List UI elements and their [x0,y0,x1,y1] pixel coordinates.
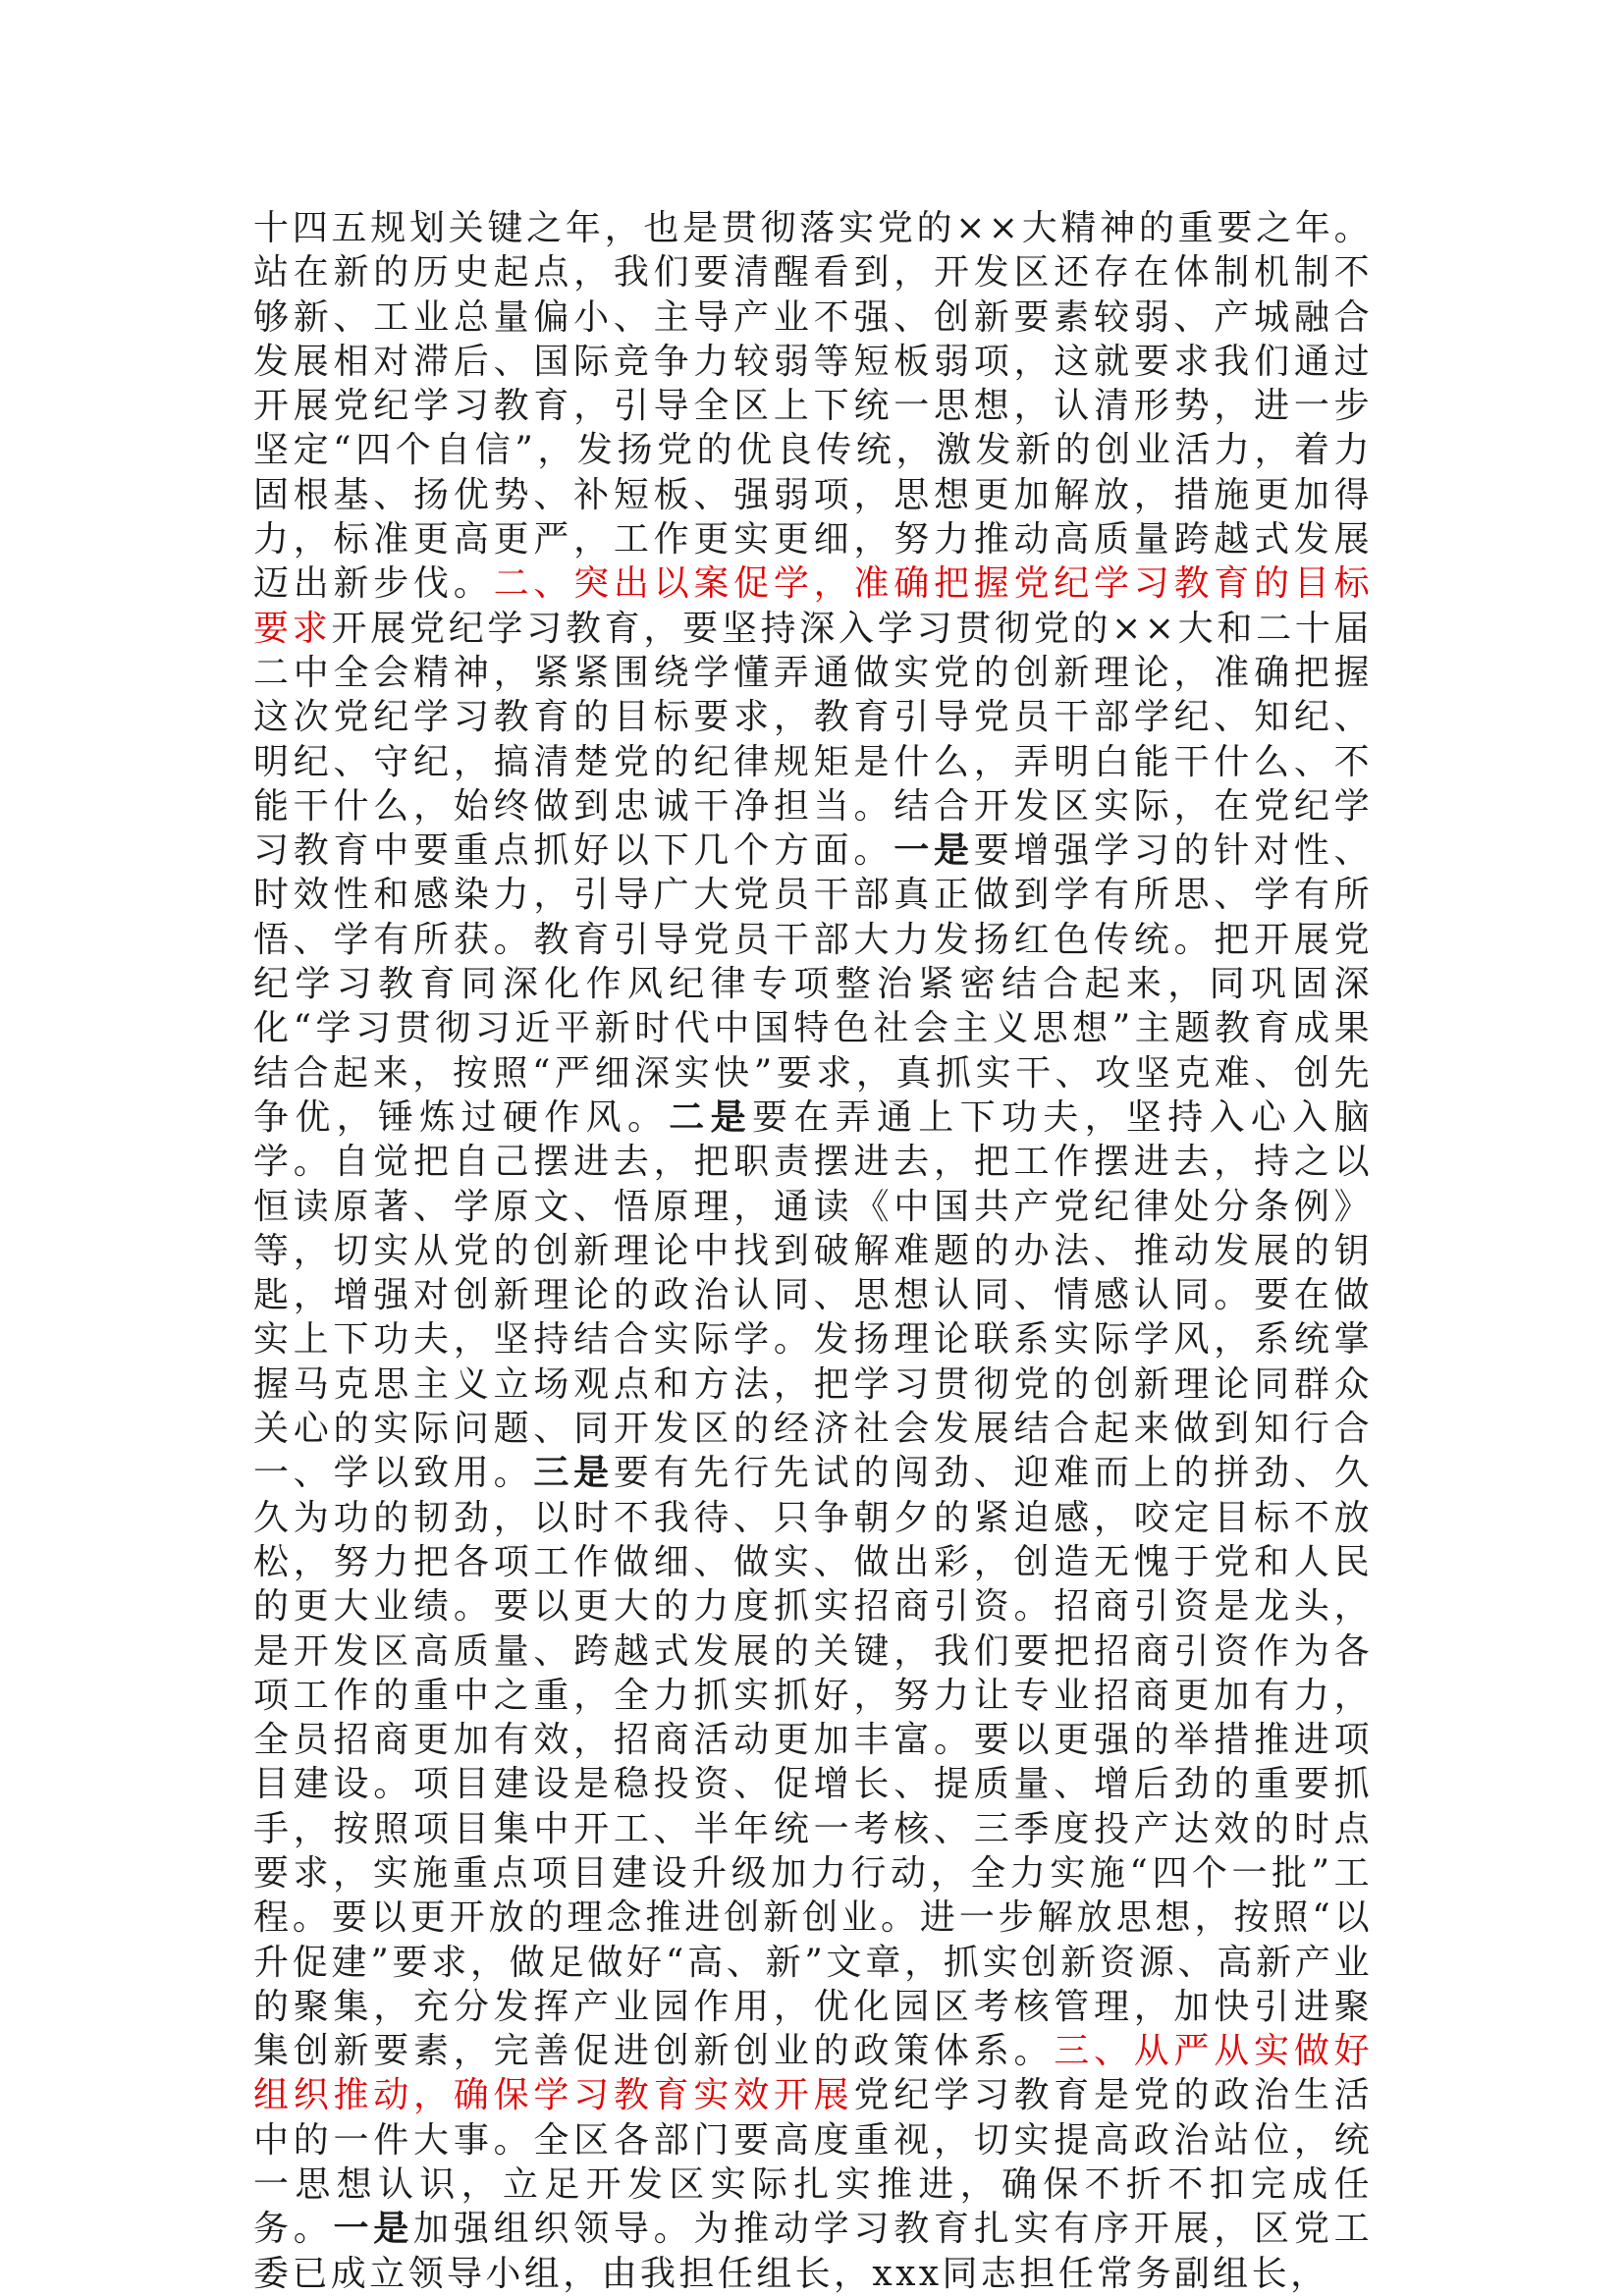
paragraph-text: 加强组织领导。为推动学习教育扎实有序开展，区党工委已成立领导小组，由我担任组长，xxx同志担任常务副组长， [253,2209,1373,2294]
point-marker-1: 一是 [893,829,974,872]
paragraph-text: 党纪学习教育是党的政治生活中的一件大事。全区各部门要高度重视，切实提高政治站位，统一思想认识，立足开发区实际扎实推进，确保不折不扣完成任务。 [253,2075,1373,2250]
paragraph-text: 开展党纪学习教育，要坚持深入学习贯彻党的××大和二十届二中全会精神，紧紧围绕学懂弄通做实党的创新理论，准确把握这次党纪学习教育的目标要求，教育引导党员干部学纪、知纪、明纪、守纪，搞清楚党的纪律规矩是什么，弄明白能干什么、不能干什么，始终做到忠诚干净担当。结合开发区实际，在党纪学习教育中要重点抓好以下几个方面。 [253,608,1373,872]
section-heading-3: 三、从严从实做好组织推动，确保学习教育实效开展 [253,2031,1373,2116]
body-paragraph [253,206,1373,2296]
section-heading-2: 二、突出以案促学，准确把握党纪学习教育的目标要求 [253,563,1373,649]
point-marker-1b: 一是 [333,2208,414,2250]
paragraph-text: 要有先行先试的闯劲、迎难而上的拼劲、久久为功的韧劲，以时不我待、只争朝夕的紧迫感，咬定目标不放松，努力把各项工作做细、做实、做出彩，创造无愧于党和人民的更大业绩。要以更大的力度抓实招商引资。招商引资是龙头，是开发区高质量、跨越式发展的关键，我们要把招商引资作为各项工作的重中之重，全力抓实抓好，努力让专业招商更加有力，全员招商更加有效，招商活动更加丰富。要以更强的举措推进项目建设。项目建设是稳投资、促增长、提质量、增后劲的重要抓手，按照项目集中开工、半年统一考核、三季度投产达效的时点要求，实施重点项目建设升级加力行动，全力实施“四个一批”工程。要以更开放的理念推进创新创业。进一步解放思想，按照“以升促建”要求，做足做好“高、新”文章，抓实创新资源、高新产业的聚集，充分发挥产业园作用，优化园区考核管理，加快引进聚集创新要素，完善促进创新创业的政策体系。 [253,1453,1373,2072]
point-marker-3: 三是 [533,1452,614,1494]
paragraph-text: 要在弄通上下功夫，坚持入心入脑学。自觉把自己摆进去，把职责摆进去，把工作摆进去，持之以恒读原著、学原文、悟原理，通读《中国共产党纪律处分条例》等，切实从党的创新理论中找到破解难题的办法、推动发展的钥匙，增强对创新理论的政治认同、思想认同、情感认同。要在做实上下功夫，坚持结合实际学。发扬理论联系实际学风，系统掌握马克思主义立场观点和方法，把学习贯彻党的创新理论同群众关心的实际问题、同开发区的经济社会发展结合起来做到知行合一、学以致用。 [253,1096,1373,1494]
point-marker-2: 二是 [669,1095,752,1138]
paragraph-text: 要增强学习的针对性、时效性和感染力，引导广大党员干部真正做到学有所思、学有所悟、学有所获。教育引导党员干部大力发扬红色传统。把开展党纪学习教育同深化作风纪律专项整治紧密结合起来，同巩固深化“学习贯彻习近平新时代中国特色社会主义思想”主题教育成果结合起来，按照“严细深实快”要求，真抓实干、攻坚克难、创先争优，锤炼过硬作风。 [253,830,1373,1138]
paragraph-text: 十四五规划关键之年，也是贯彻落实党的××大精神的重要之年。站在新的历史起点，我们要清醒看到，开发区还存在体制机制不够新、工业总量偏小、主导产业不强、创新要素较弱、产城融合发展相对滞后、国际竞争力较弱等短板弱项，这就要求我们通过开展党纪学习教育，引导全区上下统一思想，认清形势，进一步坚定“四个自信”，发扬党的优良传统，激发新的创业活力，着力固根基、扬优势、补短板、强弱项，思想更加解放，措施更加得力，标准更高更严，工作更实更细，努力推动高质量跨越式发展迈出新步伐。 [253,208,1373,605]
